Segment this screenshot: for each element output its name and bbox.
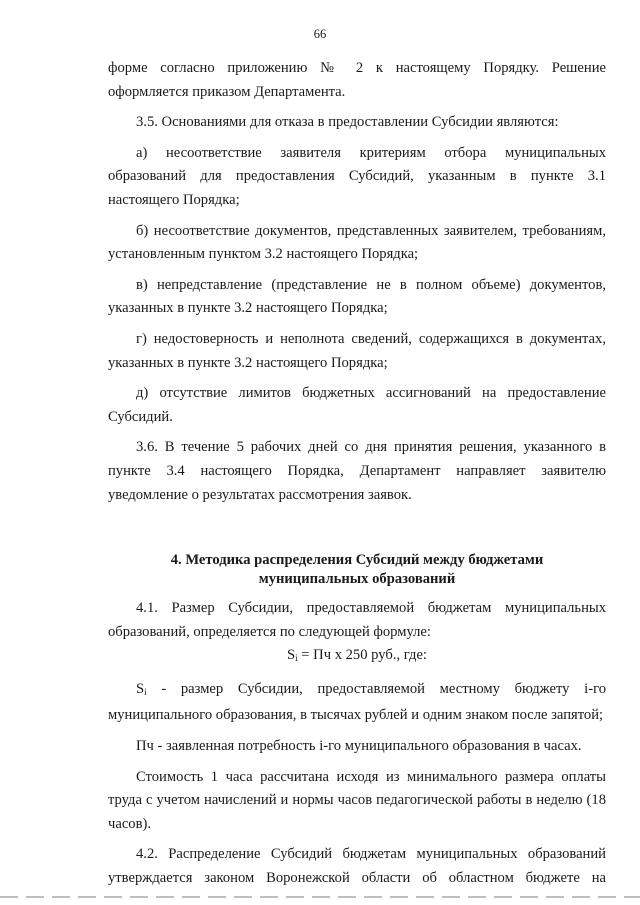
section-heading <box>108 551 606 589</box>
paragraph-intro-line1: форме согласно приложению № 2 к настоящему Порядку. Решение <box>108 60 606 76</box>
definition-s <box>108 678 606 728</box>
page-number: 66 <box>313 27 327 41</box>
paragraph-3-5-a: а) несоответствие заявителя критериям отбора муниципальных образований для предоставления Субсидий, указанным в пункте 3.1 настоящего Порядка; <box>108 144 606 208</box>
definition-s-symbol: S <box>136 680 145 697</box>
paragraph-3-5-d: д) отсутствие лимитов бюджетных ассигнований на предоставление Субсидий. <box>108 385 606 425</box>
paragraph-3-5-b: б) несоответствие документов, представленных заявителем, требованиям, установленным пунктом 3.2 настоящего Порядка; <box>108 222 606 263</box>
paragraph-cost: Стоимость 1 часа рассчитана исходя из минимального размера оплаты труда с учетом начислений и нормы часов педагогической работы в неделю (18 часов). <box>108 768 606 832</box>
formula-symbol: S <box>287 647 296 664</box>
definition-s-text: - размер Субсидии, предоставляемой местному бюджету i-го муниципального образования, в тысячах рублей и одним знаком после запятой; <box>108 680 606 724</box>
formula-rest: = Пч х 250 руб., где: <box>297 647 427 664</box>
paragraph-3-5-v: в) непредставление (представление не в полном объеме) документов, указанных в пункте 3.2 настоящего Порядка; <box>108 276 606 317</box>
paragraph-4-2-line2: утверждается законом Воронежской области об областном бюджете на <box>108 870 606 887</box>
paragraph-4-2-line1: 4.2. Распределение Субсидий бюджетам муниципальных образований <box>136 846 606 863</box>
paragraph-4-1: 4.1. Размер Субсидии, предоставляемой бюджетам муниципальных образований, определяется по следующей формуле: <box>108 600 606 640</box>
definition-pch: Пч - заявленная потребность i-го муниципального образования в часах. <box>136 738 582 755</box>
section-heading-line2: муниципальных образований <box>258 571 456 588</box>
section-heading-line1: 4. Методика распределения Субсидий между бюджетами <box>170 552 544 569</box>
formula-subscript: i <box>295 653 298 664</box>
document-body <box>108 57 606 891</box>
paragraph-intro-line2: оформляется приказом Департамента. <box>108 83 346 100</box>
paragraph-3-5-g: г) недостоверность и неполнота сведений, содержащихся в документах, указанных в пункте 3.2 настоящего Порядка; <box>108 330 606 371</box>
paragraph-3-6: 3.6. В течение 5 рабочих дней со дня принятия решения, указанного в пункте 3.4 настоящего Порядка, Департамент направляет заявителю уведомление о результатах рассмотрения заявок. <box>108 439 606 503</box>
paragraph-3-5: 3.5. Основаниями для отказа в предоставлении Субсидии являются: <box>136 114 559 131</box>
scan-edge-line <box>0 896 640 898</box>
definition-s-subscript: i <box>144 686 147 697</box>
formula <box>108 644 606 671</box>
